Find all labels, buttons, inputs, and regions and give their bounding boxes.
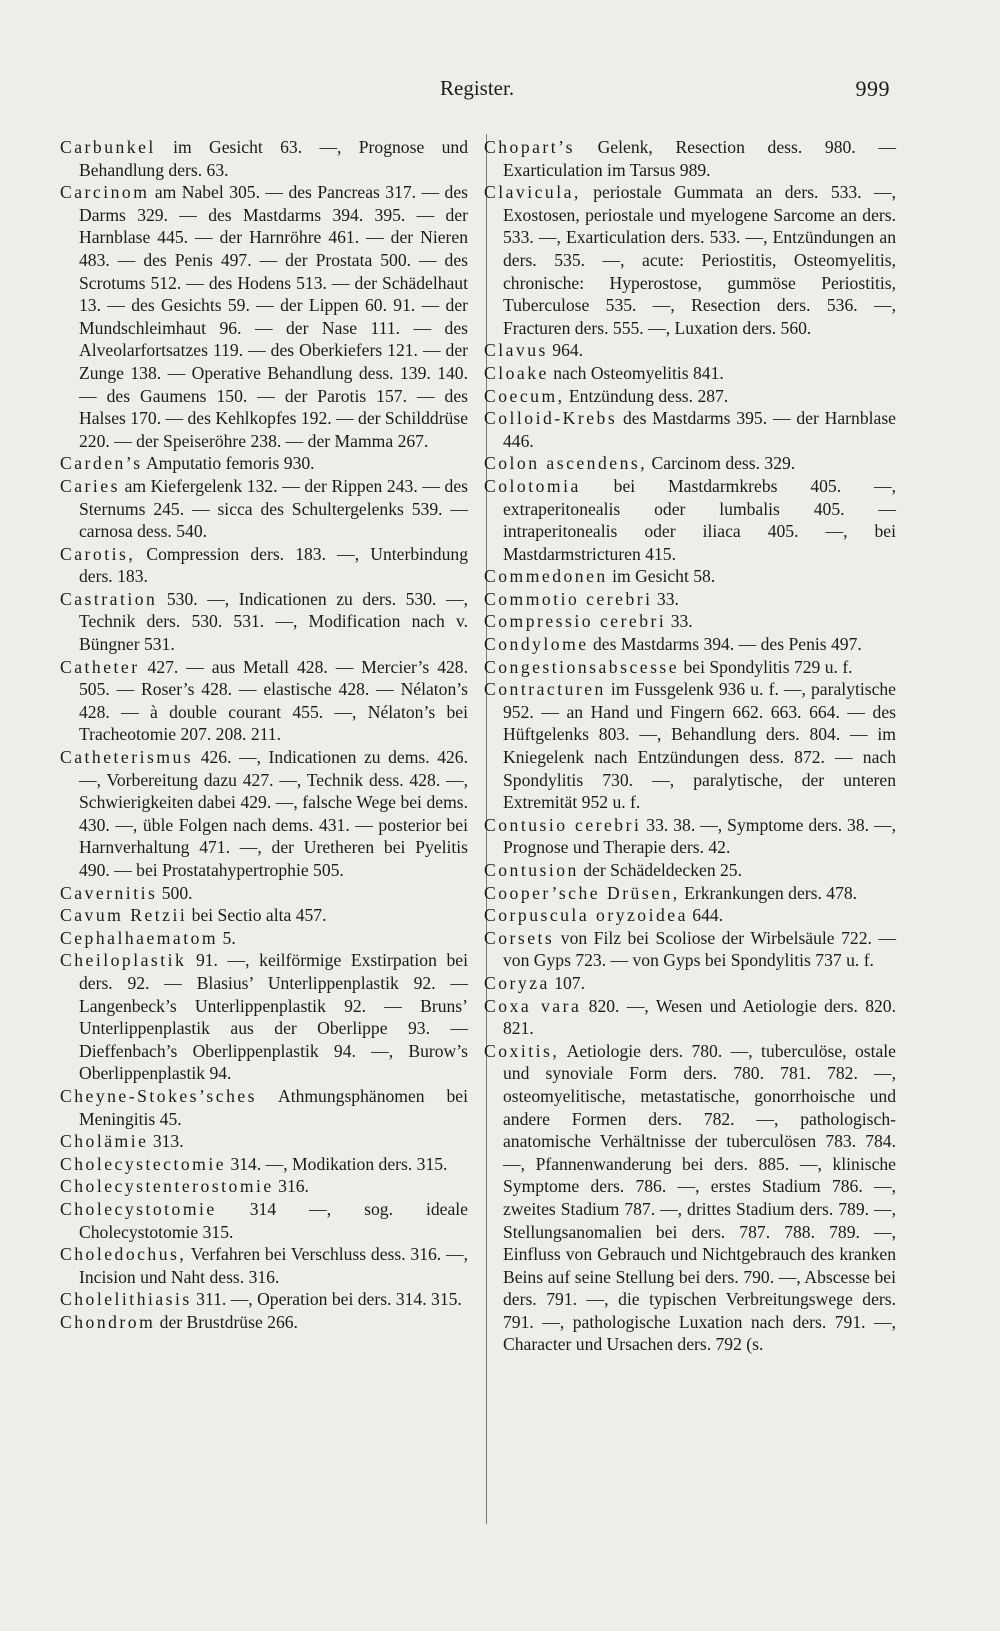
index-references: im Gesicht 63. —, Prognose und Behandlung ders. 63. [79,137,468,180]
index-term: Clavicula, [484,182,581,203]
index-references: 314 —, sog. ideale Cholecystotomie 315. [79,1198,468,1242]
index-references: des Mastdarms 395. — der Harnblase 446. [503,408,896,451]
index-references: bei Mastdarmkrebs 405. —, extraperitonealis oder lumbalis 405. — intraperitonealis oder iliaca 405. —, bei Mastdarmstricturen 415. [503,475,896,564]
index-entry [484,181,896,339]
index-references: 530. —, Indicationen zu ders. 530. —, Technik ders. 530. 531. —, Modification nach v. Büngner 531. [79,588,468,655]
index-term: Colloid-Krebs [484,408,618,429]
index-references: Verfahren bei Verschluss dess. 316. —, Incision und Naht dess. 316. [79,1244,468,1287]
index-term: Cephalhaematom [60,927,219,948]
index-references: 314. —, Modikation ders. 315. [226,1153,448,1174]
index-term: Cheiloplastik [60,950,187,971]
index-term: Cholecystenterostomie [60,1176,274,1197]
index-entry [484,565,896,588]
index-references: 820. —, Wesen und Aetiologie ders. 820. 821. [503,995,897,1039]
header-title: Register. [440,76,515,100]
index-entry [484,610,896,633]
index-entry [60,949,468,1085]
index-entry [60,1311,468,1334]
index-entry [484,995,896,1040]
index-entry [484,678,896,814]
index-entry [60,1198,468,1243]
index-term: Caries [60,475,120,496]
index-references: periostale Gummata an ders. 533. —, Exostosen, periostale und myelogene Sarcome an ders. 533. —, Exarticulation ders. 533. —, Entzündungen an ders. 535. —, acute: Periostitis, Osteomyelitis, chronische: Hyperostose, gummöse Periostitis, Tuberculose 535. —, Resection ders. 536. —, Fracturen ders. 555. —, Luxation ders. 560. [503,182,896,338]
index-entry [60,1153,468,1176]
index-entry [60,882,468,905]
index-entry [484,859,896,882]
index-references: bei Spondylitis 729 u. f. [679,656,853,677]
index-term: Condylome [484,634,589,655]
page-header [0,76,1000,106]
index-entry [60,904,468,927]
index-entry [60,927,468,950]
index-entry [484,972,896,995]
index-term: Corsets [484,927,555,948]
index-term: Cooper’sche Drüsen, [484,882,680,903]
index-term: Contusion [484,860,579,880]
index-term: Choledochus, [60,1244,187,1265]
index-entry [60,1085,468,1130]
right-column [484,136,896,1356]
index-entry [60,656,468,746]
index-references: bei Sectio alta 457. [187,905,327,926]
index-term: Carden’s [60,453,143,474]
index-term: Coxitis, [484,1040,560,1061]
index-references: Amputatio femoris 930. [142,453,315,474]
index-references: der Schädeldecken 25. [578,860,743,880]
index-references: im Gesicht 58. [607,566,716,587]
index-term: Contracturen [484,679,606,700]
index-references: von Filz bei Scoliose der Wirbelsäule 722. — von Gyps 723. — von Gyps bei Spondylitis 737 u. f. [503,927,896,971]
index-entry [60,136,468,181]
index-references: des Mastdarms 394. — des Penis 497. [588,634,862,655]
index-references: im Fussgelenk 936 u. f. —, paralytische 952. — an Hand und Fingern 662. 663. 664. — des Hüftgelenks 803. —, Behandlung ders. 804. — im Kniegelenk nach Entzündungen dess. 872. — nach Spondylitis 730. —, paralytische, der unteren Extremität 952 u. f. [503,679,896,813]
index-entry [484,588,896,611]
index-references: 316. [273,1176,309,1197]
index-entry [484,385,896,408]
index-term: Catheter [60,656,140,677]
index-references: am Nabel 305. — des Pancreas 317. — des Darms 329. — des Mastdarms 394. 395. — der Harnblase 445. — der Harnröhre 461. — der Nieren 483. — des Penis 497. — der Prostata 500. — des Scrotums 512. — des Hodens 513. — der Schädelhaut 13. — des Gesichts 59. — der Lippen 60. 91. — der Mundschleimhaut 96. — der Nase 111. — des Alveolarfortsatzes 119. — des Oberkiefers 121. — der Zunge 138. — Operative Behandlung dess. 139. 140. — des Gaumens 150. — der Parotis 157. — des Halses 170. — des Kehlkopfes 192. — der Schilddrüse 220. — der Speiseröhre 238. — der Mamma 267. [79,182,468,451]
index-term: Colotomia [484,475,581,496]
index-entry [484,656,896,679]
index-references: 33. [652,588,679,609]
index-entry [60,1130,468,1153]
index-term: Cavum Retzii [60,905,188,926]
index-term: Clavus [484,340,548,361]
index-term: Cholämie [60,1131,149,1152]
index-term: Cavernitis [60,882,158,903]
index-references: Erkrankungen ders. 478. [679,882,858,903]
index-references: Carcinom dess. 329. [647,453,796,474]
index-term: Carcinom [60,182,150,203]
index-references: 311. —, Operation bei ders. 314. 315. [191,1289,462,1310]
index-references: Entzündung dess. 287. [564,385,729,406]
index-references: 500. [157,882,193,903]
index-term: Commotio cerebri [484,588,653,609]
index-entry [60,475,468,543]
index-references: am Kiefergelenk 132. — der Rippen 243. — des Sternums 245. — sicca des Schultergelenks 539. — carnosa dess. 540. [79,475,468,542]
index-entry [60,543,468,588]
index-entry [484,452,896,475]
index-references: Athmungsphänomen bei Meningitis 45. [79,1085,468,1129]
index-references: 426. —, Indicationen zu dems. 426. —, Vorbereitung dazu 427. —, Technik dess. 428. —, Schwierigkeiten dabei 429. —, falsche Wege bei dems. 430. —, üble Folgen nach dems. 431. — posterior bei Harnverhaltung 471. —, der Uretheren bei Pyelitis 490. — bei Prostatahypertrophie 505. [79,747,468,880]
index-references: Compression ders. 183. —, Unterbindung ders. 183. [79,543,468,587]
index-references: 33. [666,611,693,632]
page-number: 999 [855,76,890,101]
index-references: 644. [687,905,724,926]
index-term: Coryza [484,972,550,993]
index-entry [484,927,896,972]
index-entry [484,136,896,181]
index-term: Coecum, [484,385,565,406]
index-references: 5. [218,927,236,948]
index-references: 33. 38. —, Symptome ders. 38. —, Prognose und Therapie ders. 42. [503,814,896,858]
index-entry [60,746,468,882]
index-references: 313. [148,1131,184,1152]
index-term: Congestionsabscesse [484,656,680,677]
index-references: 427. — aus Metall 428. — Mercier’s 428. 505. — Roser’s 428. — elastische 428. — Nélaton’s 428. — à double courant 455. —, Nélaton’s bei Tracheotomie 207. 208. 211. [79,656,468,745]
index-entry [484,407,896,452]
index-entry [484,904,896,927]
index-entry [484,475,896,565]
index-entry [484,882,896,905]
index-term: Catheterismus [60,747,194,768]
index-term: Chopart’s [484,137,575,157]
index-references: Gelenk, Resection dess. 980. — Exarticulation im Tarsus 989. [503,137,896,180]
index-term: Cholecystotomie [60,1198,217,1219]
index-term: Cholelithiasis [60,1289,192,1310]
index-term: Commedonen [484,566,608,587]
index-term: Chondrom [60,1311,156,1332]
index-entry [60,1175,468,1198]
index-references: 91. —, keilförmige Exstirpation bei ders. 92. — Blasius’ Unterlippenplastik 92. — Langenbeck’s Unterlippenplastik 92. — Bruns’ Unterlippenplastik aus der Oberlippe 93. — Dieffenbach’s Oberlippenplastik 94. —, Burow’s Oberlippenplastik 94. [79,950,468,1084]
index-term: Corpuscula oryzoidea [484,905,688,926]
index-entry [60,181,468,452]
index-term: Compressio cerebri [484,611,667,632]
index-entry [60,1288,468,1311]
index-entry [484,339,896,362]
index-entry [484,362,896,385]
index-references: nach Osteomyelitis 841. [548,362,724,383]
index-references: Aetiologie ders. 780. —, tuberculöse, ostale und synoviale Form ders. 780. 781. 782. —, osteomyelitische, metastatische, gonorrhoische und andere Formen ders. 782. —, pathologisch-anatomische Verhältnisse der tuberculösen 783. 784. —, Pfannenwanderung bei ders. 885. —, klinische Symptome ders. 786. —, erstes Stadium 786. —, zweites Stadium 787. —, drittes Stadium ders. 789. —, Stellungsanomalien bei ders. 787. 788. 789. —, Einfluss von Gebrauch und Nichtgebrauch des kranken Beins auf seine Stellung bei ders. 790. —, Abscesse bei ders. 791. —, die typischen Verbreitungswege ders. 791. —, pathologische Luxation nach ders. 791. —, Character und Ursachen ders. 792 (s. [503,1040,896,1355]
index-references: 107. [549,972,585,993]
index-term: Colon ascendens, [484,453,648,474]
index-references: der Brustdrüse 266. [155,1311,298,1332]
index-entry [60,452,468,475]
index-entry [60,1243,468,1288]
index-references: 964. [547,340,584,361]
index-entry [484,633,896,656]
index-term: Coxa vara [484,995,582,1016]
index-term: Carbunkel [60,137,156,157]
index-term: Cloake [484,362,549,383]
index-entry [484,1040,896,1356]
index-entry [60,588,468,656]
left-column [60,136,468,1333]
index-entry [484,814,896,859]
index-term: Castration [60,588,158,609]
index-term: Contusio cerebri [484,814,642,835]
index-term: Cheyne-Stokes’sches [60,1085,258,1106]
index-term: Carotis, [60,543,136,564]
index-term: Cholecystectomie [60,1153,227,1174]
